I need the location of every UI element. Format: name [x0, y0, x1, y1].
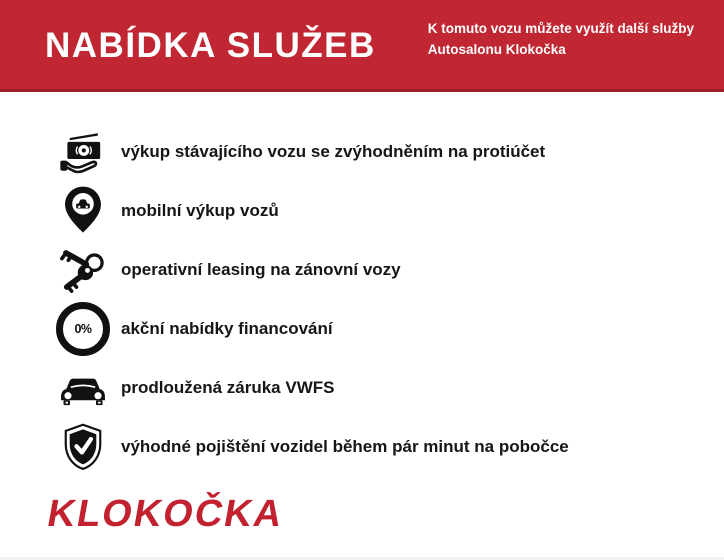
service-item-financing	[56, 299, 704, 358]
page-title: NABÍDKA SLUŽEB	[45, 25, 376, 65]
car-keys-icon	[56, 242, 110, 298]
service-item-warranty	[56, 358, 704, 417]
service-label: operativní leasing na zánovní vozy	[121, 259, 401, 279]
service-label: výhodné pojištění vozidel během pár minut na pobočce	[121, 436, 569, 456]
klokocka-logo: KLOKOČKA	[44, 493, 288, 535]
header-subtitle-line1: K tomuto vozu můžete využít další služby	[427, 20, 694, 36]
zero-percent-text: 0%	[74, 321, 92, 336]
zero-percent-ring	[56, 302, 110, 356]
cash-in-hand-icon	[56, 124, 110, 180]
services-list	[56, 122, 704, 476]
service-label: mobilní výkup vozů	[121, 200, 279, 220]
header-band	[0, 0, 724, 92]
header-subtitle	[428, 18, 694, 60]
shield-check-icon	[56, 419, 110, 475]
service-item-trade-in	[56, 122, 704, 181]
service-label: prodloužená záruka VWFS	[121, 377, 335, 397]
header-subtitle-line2: Autosalonu Klokočka	[427, 41, 566, 57]
service-item-mobile-buyout	[56, 181, 704, 240]
zero-percent-icon	[56, 301, 110, 357]
service-label: výkup stávajícího vozu se zvýhodněním na protiúčet	[121, 141, 546, 161]
car-location-pin-icon	[56, 183, 110, 239]
service-item-insurance	[56, 417, 704, 476]
service-item-leasing	[56, 240, 704, 299]
service-label: akční nabídky financování	[121, 318, 333, 338]
car-icon	[56, 360, 110, 416]
